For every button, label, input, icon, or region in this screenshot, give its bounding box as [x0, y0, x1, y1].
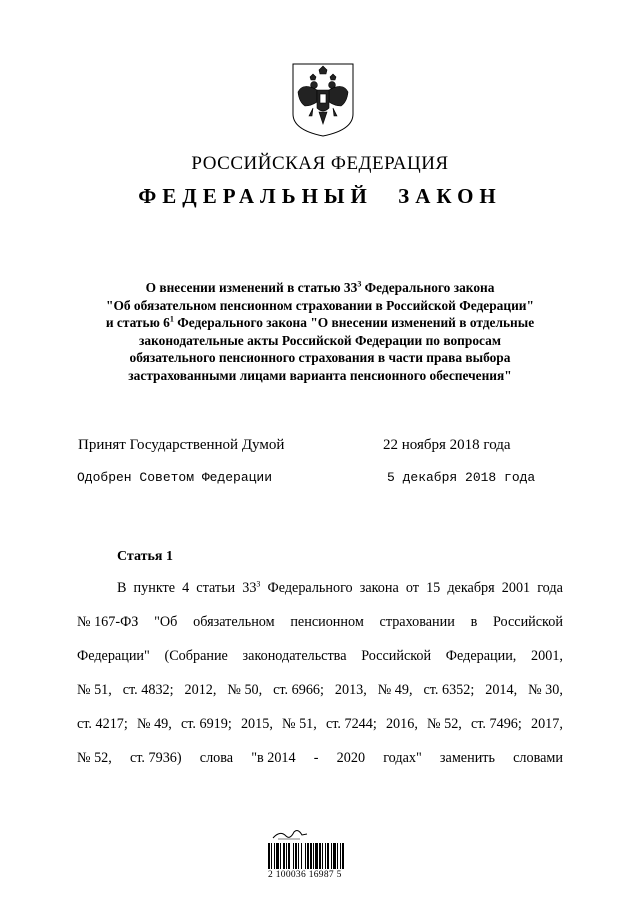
subject-line-4: законодательные акты Российской Федерации по вопросам: [139, 332, 501, 348]
barcode-bar: [276, 843, 279, 869]
barcode-block: [268, 826, 378, 882]
article-1-word: годах": [383, 750, 422, 766]
barcode-bar: [305, 843, 306, 869]
article-1-word: в: [470, 614, 478, 630]
article-1-word: № 49,: [377, 682, 413, 698]
barcode-bar: [307, 843, 309, 869]
barcode-bar: [283, 843, 285, 869]
adopted-date: 22 ноября 2018 года: [383, 437, 511, 453]
barcode-bar: [298, 843, 299, 869]
country-name: РОССИЙСКАЯ ФЕДЕРАЦИЯ: [191, 153, 449, 174]
barcode-bar: [342, 843, 344, 869]
article-1-word: пункте: [133, 580, 176, 596]
barcode-bar: [288, 843, 290, 869]
document-type-title: ФЕДЕРАЛЬНЫЙ ЗАКОН: [138, 184, 502, 208]
article-1-line: [77, 714, 563, 734]
approved-date: 5 декабря 2018 года: [387, 470, 536, 485]
article-1-word: пенсионном: [290, 614, 364, 630]
barcode-bar: [340, 843, 341, 869]
article-1-word: "в 2014: [251, 750, 296, 766]
subject-line-6: застрахованными лицами варианта пенсионного обеспечения": [128, 367, 512, 383]
barcode-bar: [313, 843, 314, 869]
barcode-bar: [293, 843, 294, 869]
barcode-bar: [268, 843, 270, 869]
article-1-word: № 51,: [282, 716, 317, 732]
article-1-word: 2012,: [184, 682, 217, 698]
barcode-bar: [319, 843, 321, 869]
article-1-word: 2016,: [385, 716, 418, 732]
subject-line-3: и статью $6^1$ Федерального закона "О внесении изменений в отдельные: [105, 314, 535, 331]
article-1-word: № 52,: [77, 750, 112, 766]
article-1-word: ст. 7496;: [470, 716, 522, 732]
article-1-word: закона: [359, 580, 399, 596]
article-1-word: $33^3$: [242, 579, 261, 596]
article-1-word: ст. 7936): [129, 750, 182, 766]
barcode-bar: [286, 843, 287, 869]
article-1-word: словами: [513, 750, 563, 766]
article-1-word: 2001: [501, 580, 531, 596]
article-1-word: ст. 6352;: [423, 682, 475, 698]
article-1-line: [77, 748, 563, 768]
article-1-line: [77, 646, 563, 666]
article-1-word: 2013,: [334, 682, 367, 698]
adopted-by-duma-label: Принят Государственной Думой: [78, 437, 285, 453]
article-1-word: заменить: [439, 750, 495, 766]
signature-mark-icon: [270, 826, 310, 842]
barcode-bar: [315, 843, 318, 869]
approved-by-federation-council-label: Одобрен Советом Федерации: [77, 470, 273, 485]
article-1-word: В: [117, 580, 127, 596]
article-1-word: ст. 6919;: [180, 716, 232, 732]
article-1-heading: Статья 1: [117, 549, 173, 564]
article-1-word: № 52,: [427, 716, 462, 732]
subject-line-1: О внесении изменений в статью $33^3$ Федерального закона: [145, 279, 495, 295]
barcode-bar: [301, 843, 302, 869]
article-1-body: [77, 578, 563, 778]
barcode-icon: [268, 843, 370, 869]
article-1-word: страховании: [379, 614, 455, 630]
article-1-word: Федерации": [77, 648, 150, 664]
article-1-word: 4: [182, 580, 190, 596]
coat-of-arms-emblem: [289, 62, 357, 138]
article-1-line: [77, 612, 563, 632]
article-1-word: "Об: [154, 614, 178, 630]
article-1-word: № 51,: [77, 682, 112, 698]
article-1-line: [117, 578, 563, 598]
article-1-word: 2017,: [530, 716, 563, 732]
barcode-number: 2 100036 16987 5: [268, 870, 342, 880]
barcode-bar: [327, 843, 329, 869]
barcode-bar: [325, 843, 326, 869]
article-1-word: ст. 4217;: [77, 716, 128, 732]
barcode-bar: [331, 843, 332, 869]
article-1-word: законодательства: [242, 648, 347, 664]
barcode-bar: [280, 843, 281, 869]
article-1-word: 2014,: [485, 682, 518, 698]
barcode-bar: [333, 843, 336, 869]
barcode-bar: [310, 843, 312, 869]
article-1-word: 2020: [336, 750, 366, 766]
article-1-word: статьи: [196, 580, 236, 596]
article-1-word: Федерации,: [445, 648, 517, 664]
article-1-word: ст. 6966;: [273, 682, 324, 698]
article-1-word: № 49,: [136, 716, 172, 732]
barcode-bar: [322, 843, 323, 869]
article-1-word: от: [405, 580, 419, 596]
barcode-bar: [271, 843, 272, 869]
article-1-word: ст. 7244;: [325, 716, 377, 732]
article-1-word: -: [313, 750, 319, 766]
barcode-bar: [295, 843, 297, 869]
article-1-word: ст. 4832;: [122, 682, 174, 698]
article-1-word: декабря: [447, 580, 495, 596]
article-1-word: (Собрание: [164, 648, 228, 664]
article-1-word: обязательном: [193, 614, 275, 630]
law-subject-title: [60, 279, 580, 385]
barcode-bar: [337, 843, 338, 869]
article-1-word: Российской: [493, 614, 563, 630]
article-1-line: [77, 680, 563, 700]
article-1-word: № 50,: [227, 682, 263, 698]
article-1-word: Российской: [361, 648, 432, 664]
subject-line-2: "Об обязательном пенсионном страховании в Российской Федерации": [106, 297, 534, 313]
article-1-word: 2015,: [240, 716, 273, 732]
article-1-word: Федерального: [267, 580, 353, 596]
article-1-word: 15: [426, 580, 441, 596]
article-1-word: слова: [199, 750, 234, 766]
article-1-word: № 30,: [528, 682, 563, 698]
article-1-word: 2001,: [531, 648, 563, 664]
article-1-word: года: [537, 580, 563, 596]
subject-line-5: обязательного пенсионного страхования в части права выбора: [129, 350, 511, 366]
article-1-word: № 167-ФЗ: [77, 614, 139, 630]
barcode-bar: [274, 843, 275, 869]
